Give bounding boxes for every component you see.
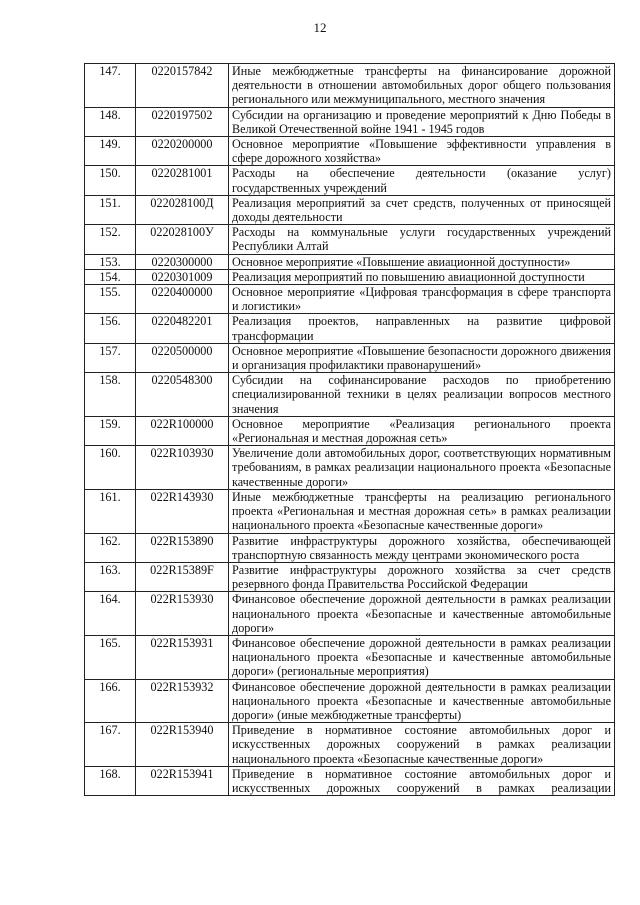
table-body (85, 64, 615, 796)
row-code: 022R153941 (136, 766, 229, 795)
row-code: 0220281001 (136, 166, 229, 195)
row-code: 022R103930 (136, 446, 229, 490)
row-number: 147. (85, 64, 136, 108)
table-row (85, 225, 615, 254)
row-description: Расходы на обеспечение деятельности (оказание услуг) государственных учреждений (229, 166, 615, 195)
table-row (85, 195, 615, 224)
row-number: 162. (85, 533, 136, 562)
row-number: 161. (85, 489, 136, 533)
row-description: Приведение в нормативное состояние автомобильных дорог и искусственных дорожных сооружений в рамках реализации (229, 766, 615, 795)
row-number: 164. (85, 592, 136, 636)
table-row (85, 254, 615, 269)
row-number: 149. (85, 137, 136, 166)
row-number: 155. (85, 285, 136, 314)
row-description: Развитие инфраструктуры дорожного хозяйства, обеспечивающей транспортную связанность между центрами экономического роста (229, 533, 615, 562)
row-description: Субсидии на организацию и проведение мероприятий к Дню Победы в Великой Отечественной войне 1941 - 1945 годов (229, 107, 615, 136)
row-number: 151. (85, 195, 136, 224)
row-description: Увеличение доли автомобильных дорог, соответствующих нормативным требованиям, в рамках реализации национального проекта «Безопасные качественные дороги» (229, 446, 615, 490)
row-description: Иные межбюджетные трансферты на реализацию регионального проекта «Региональная и местная дорожная сеть» в рамках реализации национального проекта «Безопасные качественные дороги» (229, 489, 615, 533)
row-number: 154. (85, 269, 136, 284)
row-description: Субсидии на софинансирование расходов по приобретению специализированной техники в целях реализации вопросов местного значения (229, 373, 615, 417)
row-description: Приведение в нормативное состояние автомобильных дорог и искусственных дорожных сооружений в рамках реализации национального проекта «Безопасные качественные дороги» (229, 723, 615, 767)
row-code: 022028100У (136, 225, 229, 254)
table-row (85, 64, 615, 108)
row-number: 165. (85, 635, 136, 679)
row-number: 160. (85, 446, 136, 490)
row-description: Основное мероприятие «Повышение авиационной доступности» (229, 254, 615, 269)
row-number: 168. (85, 766, 136, 795)
row-description: Реализация мероприятий по повышению авиационной доступности (229, 269, 615, 284)
row-description: Финансовое обеспечение дорожной деятельности в рамках реализации национального проекта «Безопасные и качественные автомобильные дороги» (229, 592, 615, 636)
row-number: 166. (85, 679, 136, 723)
row-description: Иные межбюджетные трансферты на финансирование дорожной деятельности в отношении автомобильных дорог общего пользования регионального или межмуниципального, местного значения (229, 64, 615, 108)
table-row (85, 635, 615, 679)
row-code: 0220548300 (136, 373, 229, 417)
row-code: 022R153931 (136, 635, 229, 679)
table-row (85, 314, 615, 343)
row-code: 0220400000 (136, 285, 229, 314)
table-row (85, 723, 615, 767)
table-row (85, 416, 615, 445)
table-row (85, 592, 615, 636)
row-code: 0220500000 (136, 343, 229, 372)
page-number: 12 (313, 20, 327, 35)
row-code: 022R143930 (136, 489, 229, 533)
table-row (85, 766, 615, 795)
row-code: 022R153932 (136, 679, 229, 723)
row-description: Развитие инфраструктуры дорожного хозяйства за счет средств резервного фонда Правительства Российской Федерации (229, 562, 615, 591)
row-code: 0220200000 (136, 137, 229, 166)
row-number: 153. (85, 254, 136, 269)
row-code: 022R153930 (136, 592, 229, 636)
table-row (85, 137, 615, 166)
table-row (85, 107, 615, 136)
row-code: 0220482201 (136, 314, 229, 343)
row-code: 022R153940 (136, 723, 229, 767)
row-description: Основное мероприятие «Реализация регионального проекта «Региональная и местная дорожная сеть» (229, 416, 615, 445)
row-number: 158. (85, 373, 136, 417)
row-description: Основное мероприятие «Повышение безопасности дорожного движения и организация профилактики правонарушений» (229, 343, 615, 372)
table-row (85, 562, 615, 591)
row-number: 150. (85, 166, 136, 195)
row-number: 156. (85, 314, 136, 343)
row-code: 0220157842 (136, 64, 229, 108)
row-description: Финансовое обеспечение дорожной деятельности в рамках реализации национального проекта «Безопасные и качественные автомобильные дороги» (региональные мероприятия) (229, 635, 615, 679)
row-code: 0220197502 (136, 107, 229, 136)
row-description: Расходы на коммунальные услуги государственных учреждений Республики Алтай (229, 225, 615, 254)
table-row (85, 373, 615, 417)
row-code: 0220300000 (136, 254, 229, 269)
table-row (85, 166, 615, 195)
table-row (85, 285, 615, 314)
row-number: 163. (85, 562, 136, 591)
table-row (85, 269, 615, 284)
table-row (85, 343, 615, 372)
budget-code-table (84, 63, 615, 796)
table-row (85, 489, 615, 533)
row-number: 167. (85, 723, 136, 767)
row-description: Основное мероприятие «Цифровая трансформация в сфере транспорта и логистики» (229, 285, 615, 314)
table-row (85, 679, 615, 723)
row-number: 148. (85, 107, 136, 136)
table-row (85, 446, 615, 490)
row-number: 159. (85, 416, 136, 445)
row-code: 022R100000 (136, 416, 229, 445)
row-code: 022028100Д (136, 195, 229, 224)
row-description: Реализация проектов, направленных на развитие цифровой трансформации (229, 314, 615, 343)
row-description: Реализация мероприятий за счет средств, полученных от приносящей доходы деятельности (229, 195, 615, 224)
table-row (85, 533, 615, 562)
row-code: 022R153890 (136, 533, 229, 562)
row-code: 022R15389F (136, 562, 229, 591)
row-number: 157. (85, 343, 136, 372)
row-code: 0220301009 (136, 269, 229, 284)
row-description: Финансовое обеспечение дорожной деятельности в рамках реализации национального проекта «Безопасные и качественные автомобильные дороги» (иные межбюджетные трансферты) (229, 679, 615, 723)
row-number: 152. (85, 225, 136, 254)
row-description: Основное мероприятие «Повышение эффективности управления в сфере дорожного хозяйства» (229, 137, 615, 166)
